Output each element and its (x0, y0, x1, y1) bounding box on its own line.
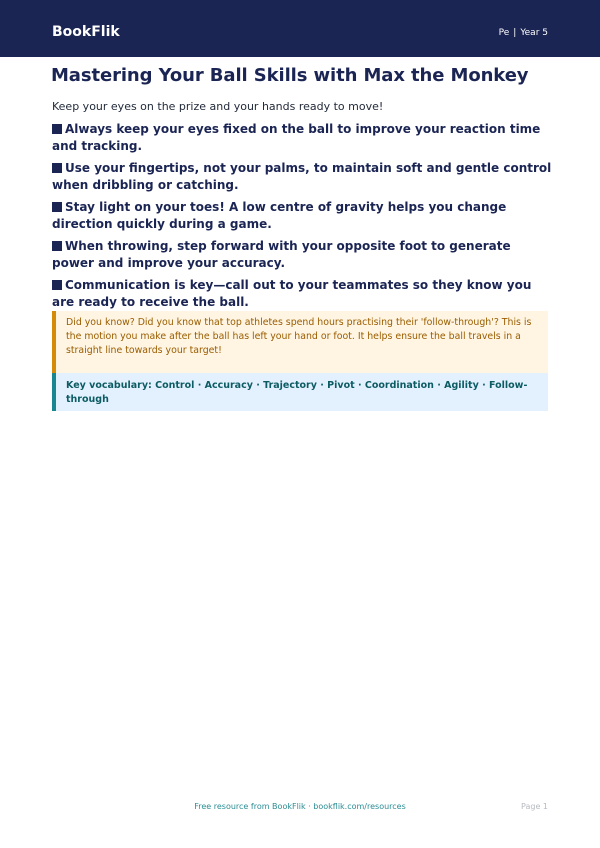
brand-name: BookFlik (52, 24, 120, 40)
square-bullet-icon (52, 280, 62, 290)
header-separator: | (513, 28, 517, 38)
square-bullet-icon (52, 241, 62, 251)
tip-text: Communication is key—call out to your teammates so they know you are ready to receive the ball. (52, 278, 532, 309)
tip-text: Stay light on your toes! A low centre of gravity helps you change direction quickly during a game. (52, 200, 507, 231)
footer-text: Free resource from BookFlik · bookflik.com/resources (194, 802, 406, 811)
tip-text: Use your fingertips, not your palms, to maintain soft and gentle control when dribbling or catching. (52, 161, 552, 192)
page-number: Page 1 (521, 802, 548, 811)
header-meta (499, 27, 548, 39)
subject-label: Pe (498, 28, 510, 38)
tip-text: Always keep your eyes fixed on the ball to improve your reaction time and tracking. (52, 122, 541, 153)
did-you-know-callout: Did you know? Did you know that top athletes spend hours practising their 'follow-through'? This is the motion you make after the ball has left your hand or foot. It helps ensure the ball travels in a straight line towards your target! (52, 311, 548, 373)
square-bullet-icon (52, 124, 62, 134)
square-bullet-icon (52, 163, 62, 173)
key-vocabulary-box: Key vocabulary: Control · Accuracy · Trajectory · Pivot · Coordination · Agility · Follow-through (52, 373, 548, 411)
tip-item (52, 160, 552, 194)
tip-item (52, 121, 552, 155)
tip-item (52, 277, 552, 311)
skill-tips-list (52, 121, 552, 316)
tip-text: When throwing, step forward with your opposite foot to generate power and improve your accuracy. (52, 239, 511, 270)
square-bullet-icon (52, 202, 62, 212)
tip-item (52, 238, 552, 272)
header-bar (0, 0, 600, 57)
year-label: Year 5 (520, 28, 548, 38)
tip-item (52, 199, 552, 233)
page-title: Mastering Your Ball Skills with Max the Monkey (51, 65, 529, 86)
page-subtitle: Keep your eyes on the prize and your hands ready to move! (52, 100, 384, 113)
